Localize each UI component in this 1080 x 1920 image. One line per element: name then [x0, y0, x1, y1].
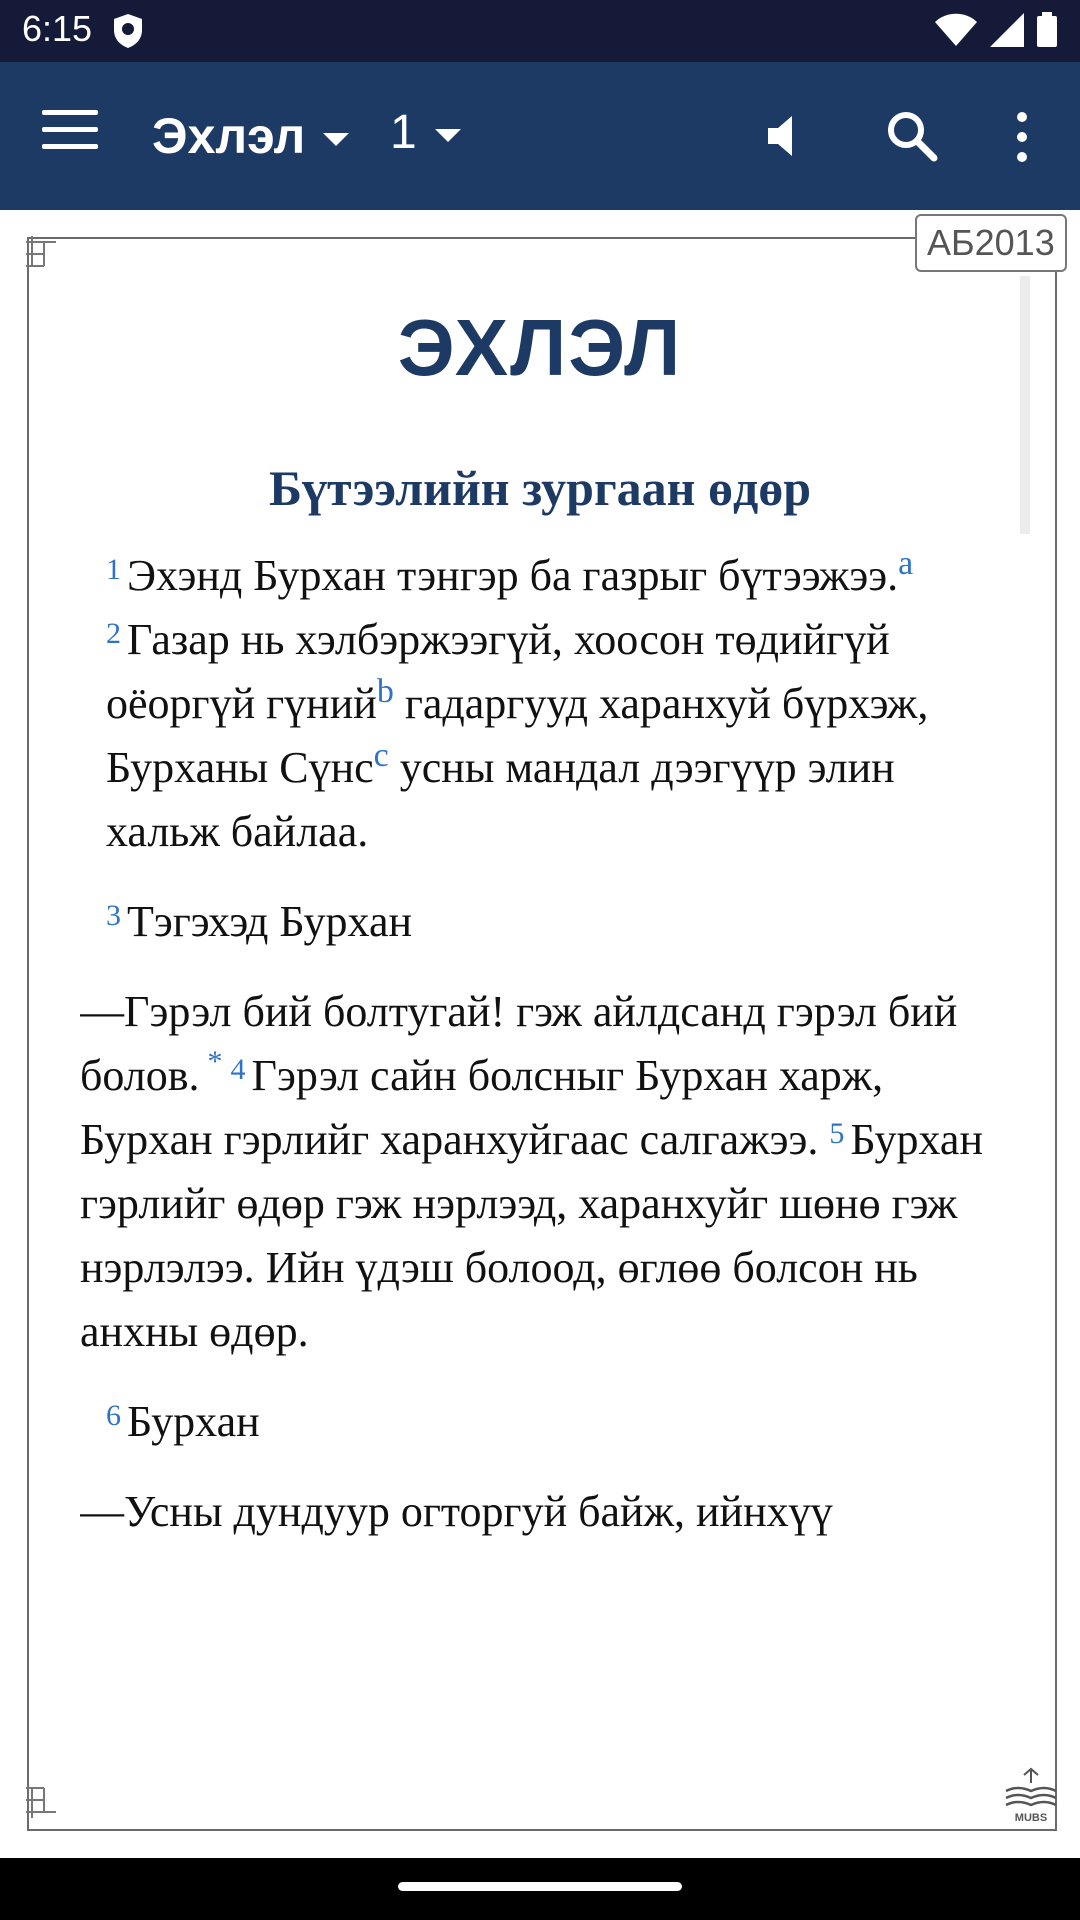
verse-number[interactable]: 1 [106, 553, 121, 586]
home-gesture-handle[interactable] [398, 1882, 682, 1891]
chevron-down-icon [323, 133, 349, 146]
verse-text: гадаргууд харанхуй бүрхэж, Бурханы Сүнс [106, 679, 929, 792]
search-icon[interactable] [884, 108, 940, 164]
verse-number[interactable]: 3 [106, 899, 121, 932]
logo-text: MUBS [1014, 1812, 1048, 1824]
corner-ornament-icon [24, 234, 58, 268]
verse-text: Бурхан [127, 1397, 260, 1446]
footnote-marker[interactable]: a [898, 545, 914, 582]
menu-icon [42, 110, 98, 115]
verse-number[interactable]: 4 [230, 1053, 246, 1086]
battery-icon [1036, 12, 1058, 48]
paragraph [80, 1480, 1000, 1544]
app-bar [0, 62, 1080, 210]
status-bar [0, 0, 1080, 62]
verse-text: Эхэнд Бурхан тэнгэр ба газрыг бүтээжээ. [127, 551, 899, 600]
verse-text: усны мандал дээгүүр элин хальж байлаа. [106, 743, 895, 856]
corner-ornament-icon [24, 1786, 58, 1820]
verse-text: —Усны дундуур огторгуй байж, ийнхүү [80, 1487, 833, 1536]
signal-icon [988, 12, 1026, 48]
paragraph [80, 1390, 1000, 1454]
verse-text: Бурхан гэрлийг өдөр гэж нэрлээд, харанхуйг шөнө гэж нэрлэлээ. Ийн үдэш болоод, өглөө болсон нь анхны өдөр. [80, 1115, 984, 1356]
chevron-down-icon [435, 129, 461, 142]
chapter-selector[interactable] [390, 92, 461, 172]
version-badge[interactable]: АБ2013 [915, 214, 1067, 272]
status-icons [934, 12, 1058, 48]
cross-reference-marker[interactable]: * [207, 1045, 223, 1078]
book-selector-label: Эхлэл [152, 108, 306, 164]
verse-number[interactable]: 5 [829, 1117, 845, 1150]
more-vert-icon[interactable] [1010, 112, 1034, 162]
paragraph [80, 544, 1000, 864]
book-selector[interactable] [152, 96, 349, 176]
footnote-marker[interactable]: b [376, 673, 394, 710]
verse-text: —Гэрэл бий болтугай! гэж айлдсанд гэрэл бий болов. [80, 987, 958, 1100]
wifi-icon [934, 12, 978, 48]
reading-page[interactable] [0, 210, 1080, 1858]
footnote-marker[interactable]: c [373, 737, 389, 774]
verse-text: Гэрэл сайн болсныг Бурхан харж, Бурхан гэрлийг харанхуйгаас салгажээ. [80, 1051, 884, 1164]
scrollbar[interactable] [1020, 276, 1030, 534]
verse-text: Газар нь хэлбэржээгүй, хоосон төдийгүй оёоргүй гүний [106, 615, 890, 728]
verse-number[interactable]: 2 [106, 617, 121, 650]
page-title: ЭХЛЭЛ [397, 303, 683, 392]
publisher-logo [1000, 1765, 1062, 1827]
audio-icon[interactable] [760, 110, 812, 162]
section-heading: Бүтээлийн зургаан өдөр [268, 460, 812, 516]
status-time: 6:15 [22, 8, 93, 49]
paragraph [80, 890, 1000, 954]
scripture-text [80, 280, 1000, 1780]
verse-number[interactable]: 6 [106, 1399, 121, 1432]
chapter-selector-label: 1 [390, 105, 417, 159]
shield-icon [112, 13, 144, 49]
menu-button[interactable] [42, 110, 98, 158]
paragraph [80, 980, 1000, 1364]
verse-text: Тэгэхэд Бурхан [127, 897, 413, 946]
